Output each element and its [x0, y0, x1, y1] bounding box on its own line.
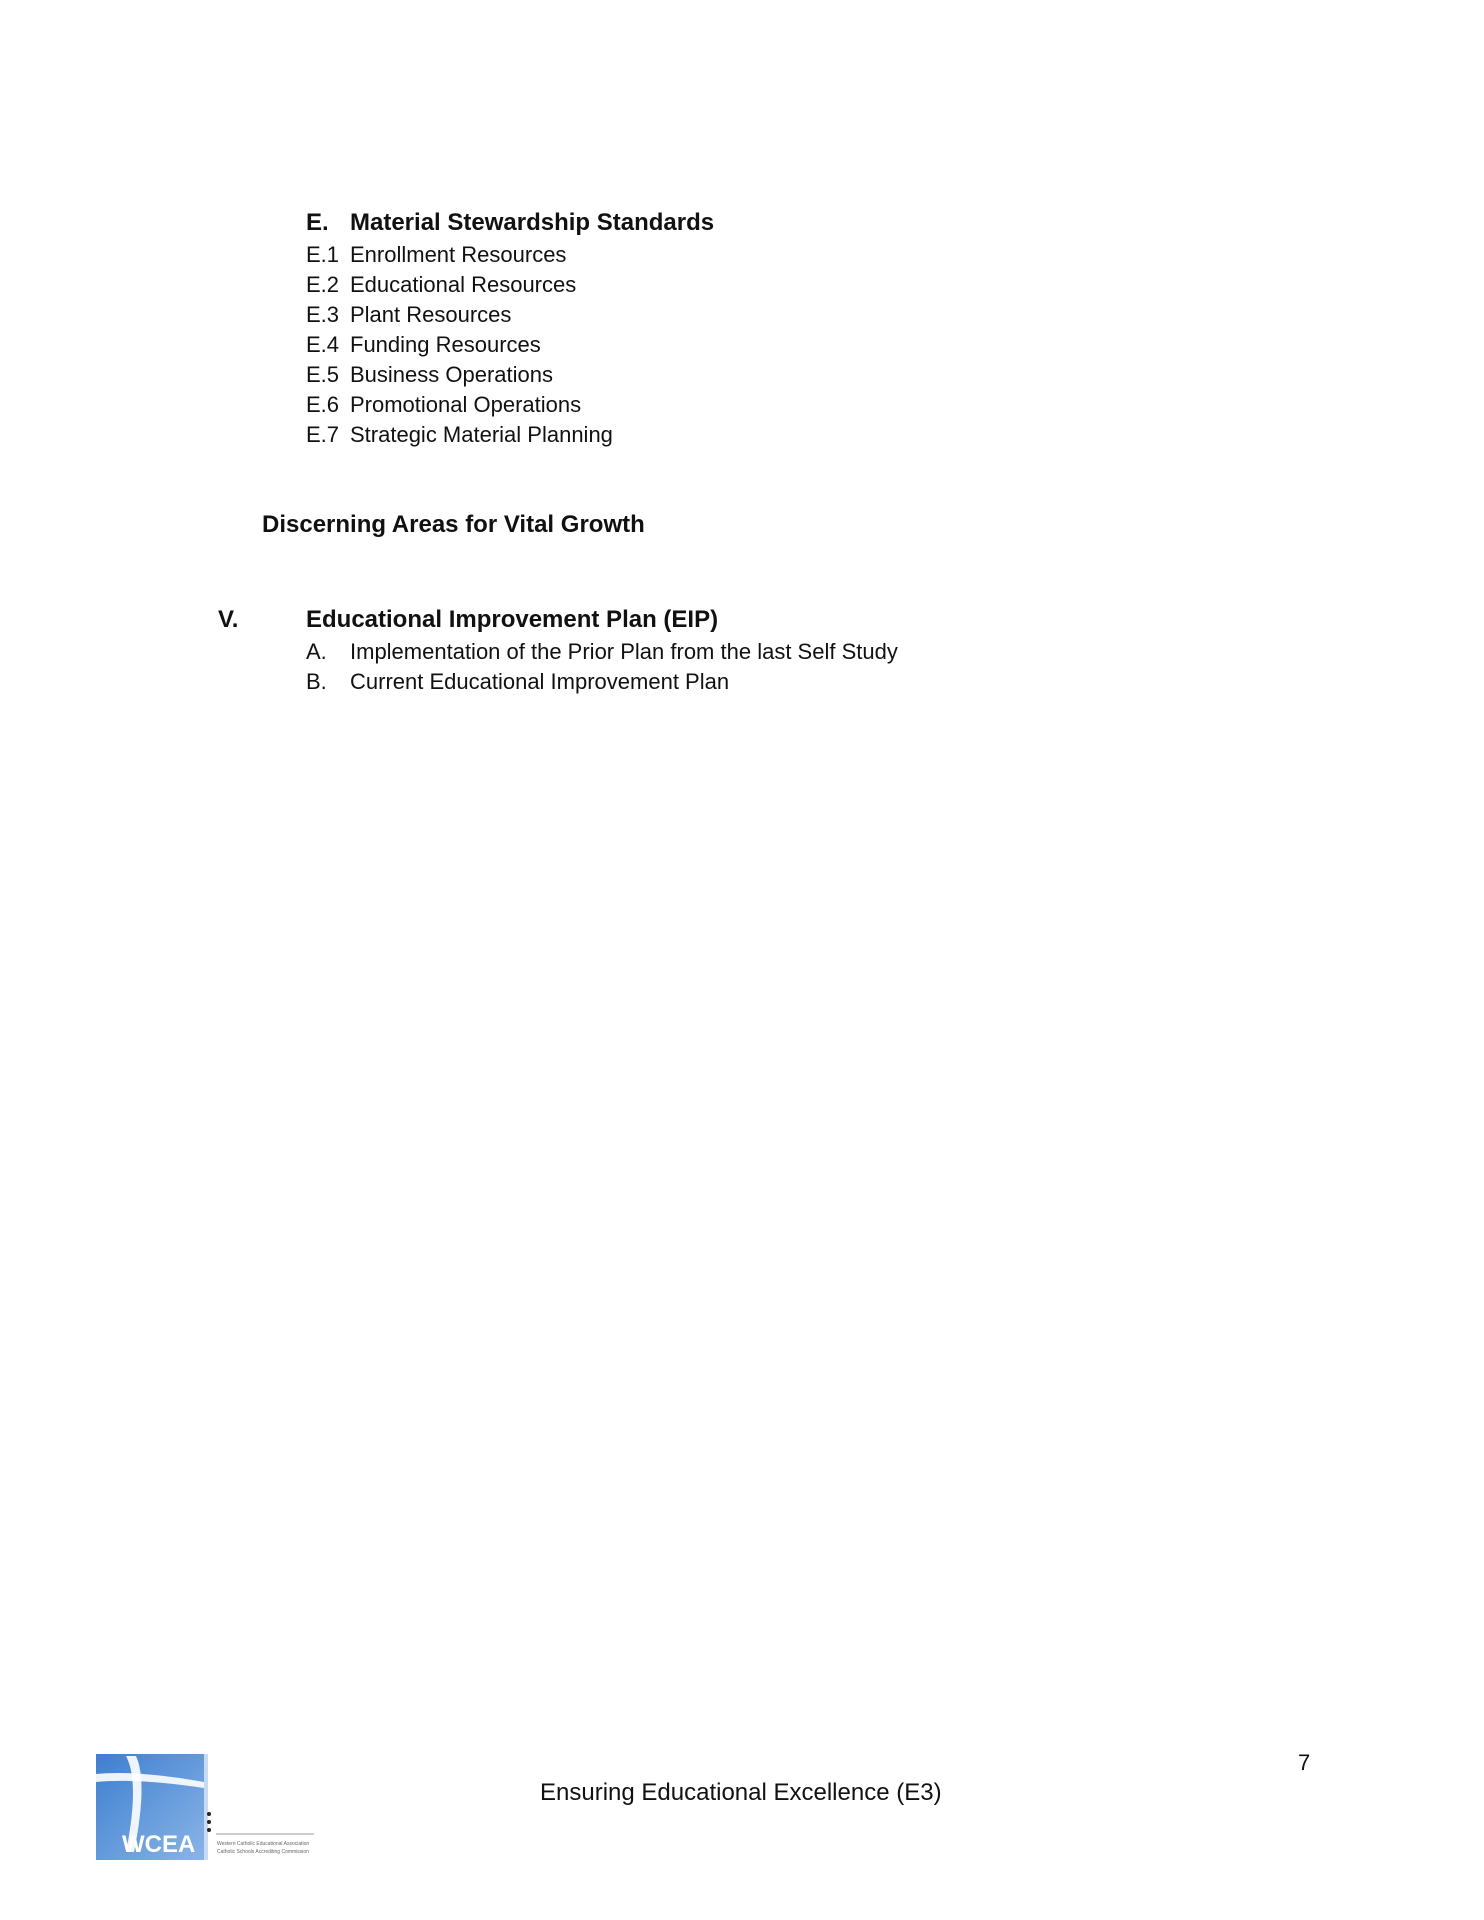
item-code: E.4 [306, 332, 340, 357]
logo-subtext-2: Catholic Schools Accrediting Commission [217, 1849, 309, 1855]
item-code: E.6 [306, 392, 340, 417]
list-item [306, 300, 613, 330]
list-item [306, 420, 613, 450]
section-v-list [306, 637, 898, 697]
section-v-number: V. [218, 606, 239, 633]
item-label: Current Educational Improvement Plan [350, 669, 730, 694]
item-label: Promotional Operations [350, 392, 582, 417]
item-label: Strategic Material Planning [350, 422, 613, 447]
item-code: E.2 [306, 272, 340, 297]
item-label: Business Operations [350, 362, 553, 387]
item-code: E.7 [306, 422, 340, 447]
list-item [306, 270, 613, 300]
logo-wordmark: WCEA [122, 1831, 196, 1858]
item-label: Enrollment Resources [350, 242, 567, 267]
item-label: Plant Resources [350, 302, 512, 327]
wcea-logo-graphic [96, 1752, 318, 1868]
list-item [306, 240, 613, 270]
item-label: Funding Resources [350, 332, 541, 357]
list-item [306, 330, 613, 360]
section-e-title: Material Stewardship Standards [350, 209, 715, 236]
section-v-title: Educational Improvement Plan (EIP) [306, 606, 719, 633]
item-code: E.5 [306, 362, 340, 387]
item-code: E.1 [306, 242, 340, 267]
list-item [306, 360, 613, 390]
discerning-heading: Discerning Areas for Vital Growth [262, 511, 645, 538]
logo-shadow [204, 1754, 208, 1860]
item-code: B. [306, 669, 327, 694]
item-code: E.3 [306, 302, 340, 327]
list-item [306, 390, 613, 420]
list-item [306, 667, 898, 697]
item-label: Implementation of the Prior Plan from the last Self Study [350, 639, 898, 664]
section-e-list [306, 240, 613, 450]
logo-subtext-1: Western Catholic Educational Association [217, 1841, 310, 1847]
section-e-heading [306, 209, 714, 237]
list-item [306, 637, 898, 667]
item-code: A. [306, 639, 327, 664]
page-number: 7 [1298, 1750, 1311, 1775]
wcea-logo [96, 1752, 318, 1868]
item-label: Educational Resources [350, 272, 577, 297]
section-e-letter: E. [306, 209, 329, 236]
footer-text: Ensuring Educational Excellence (E3) [540, 1779, 942, 1806]
